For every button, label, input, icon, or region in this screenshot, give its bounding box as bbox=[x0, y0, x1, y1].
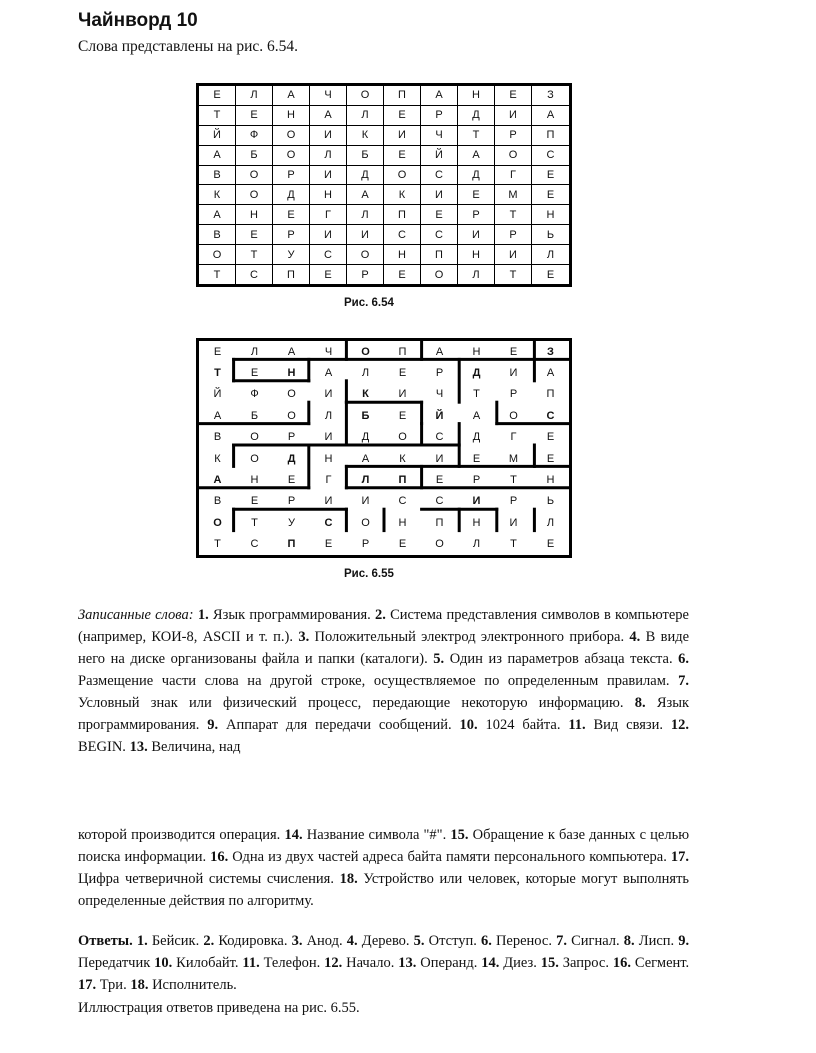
page-title: Чайнворд 10 bbox=[78, 10, 198, 31]
grid1-cell: И bbox=[347, 225, 384, 245]
grid1-cell: Д bbox=[273, 185, 310, 205]
grid1-cell: Е bbox=[310, 265, 347, 284]
answer-number: 4. bbox=[346, 933, 358, 949]
grid2-cell: У bbox=[288, 516, 295, 529]
grid2-cell: Е bbox=[324, 538, 333, 551]
grid1-cell: Л bbox=[236, 86, 273, 106]
grid1-cell: Б bbox=[236, 146, 273, 166]
grid1-cell: Н bbox=[236, 205, 273, 225]
grid2-cell: Н bbox=[546, 474, 555, 487]
grid2-cell: О bbox=[509, 409, 518, 422]
grid2-cell: З bbox=[547, 345, 554, 358]
clue-number: 15. bbox=[450, 827, 469, 843]
grid2-cell: С bbox=[324, 516, 333, 529]
grid2-cell: Л bbox=[361, 367, 370, 380]
answer-text: Начало. bbox=[346, 955, 395, 971]
grid1-cell: Р bbox=[273, 166, 310, 186]
grid1-cell: Т bbox=[236, 245, 273, 265]
grid1-cell: Р bbox=[347, 265, 384, 284]
clues-lead: Записанные слова: bbox=[78, 607, 194, 623]
grid1-cell: О bbox=[236, 166, 273, 186]
grid2-cell: О bbox=[250, 452, 259, 465]
grid1-cell: А bbox=[310, 106, 347, 126]
grid2-cell: Е bbox=[509, 345, 518, 358]
grid2-cell: Ф bbox=[250, 388, 259, 401]
grid2-cell: Р bbox=[509, 495, 518, 508]
grid1-cell: И bbox=[458, 225, 495, 245]
clues-paragraph bbox=[78, 604, 689, 758]
clue-number: 6. bbox=[678, 651, 690, 667]
grid1-cell: Р bbox=[421, 106, 458, 126]
grid1-cell: О bbox=[236, 185, 273, 205]
clue-number: 17. bbox=[670, 849, 690, 865]
grid2-cell: С bbox=[435, 495, 444, 508]
grid2-cell: О bbox=[287, 409, 296, 422]
grid2-cell: И bbox=[361, 495, 370, 508]
clue-number: 8. bbox=[634, 695, 646, 711]
clue-text: Язык программирования. bbox=[212, 607, 371, 623]
grid2-cell: Р bbox=[509, 388, 518, 401]
grid1-cell: Д bbox=[347, 166, 384, 186]
grid1-cell: Е bbox=[421, 205, 458, 225]
answer-number: 14. bbox=[481, 955, 500, 971]
grid1-cell: П bbox=[384, 205, 421, 225]
grid2-cell: Н bbox=[324, 452, 333, 465]
grid2-cell: О bbox=[435, 538, 444, 551]
grid1-cell: И bbox=[384, 126, 421, 146]
grid1-cell: Б bbox=[347, 146, 384, 166]
grid1-cell: И bbox=[421, 185, 458, 205]
grid1-cell: П bbox=[421, 245, 458, 265]
answer-number: 6. bbox=[480, 933, 492, 949]
grid2-cell: О bbox=[361, 345, 370, 358]
grid2-cell: И bbox=[324, 495, 333, 508]
answer-path-walls bbox=[196, 338, 572, 558]
answer-text: Отступ. bbox=[428, 933, 477, 949]
grid1-cell: С bbox=[384, 225, 421, 245]
clue-number: 11. bbox=[568, 717, 586, 733]
clue-text: Условный знак или физический процесс, передающие некоторую информацию. bbox=[78, 695, 624, 711]
answer-number: 12. bbox=[324, 955, 343, 971]
grid1-cell: А bbox=[458, 146, 495, 166]
grid2-cell: Д bbox=[472, 367, 481, 380]
clue-13-continuation: которой производится операция. bbox=[78, 827, 281, 843]
grid2-cell: С bbox=[398, 495, 407, 508]
grid2-cell: Е bbox=[435, 474, 444, 487]
grid1-cell: Г bbox=[495, 166, 532, 186]
answer-number: 9. bbox=[678, 933, 690, 949]
grid1-cell: Д bbox=[458, 166, 495, 186]
grid1-cell: Й bbox=[421, 146, 458, 166]
grid1-cell: Д bbox=[458, 106, 495, 126]
clues-continuation-paragraph bbox=[78, 824, 689, 912]
grid1-cell: Т bbox=[199, 106, 236, 126]
clue-text: Система представления символов в компьютере (например, КОИ-8, ASCII и т. п.). bbox=[78, 607, 689, 645]
grid2-cell: Т bbox=[214, 367, 221, 380]
grid2-cell: К bbox=[362, 388, 369, 401]
grid2-cell: Н bbox=[398, 516, 407, 529]
grid2-cell: С bbox=[250, 538, 259, 551]
grid1-cell: Р bbox=[495, 126, 532, 146]
clue-text: BEGIN. bbox=[78, 739, 126, 755]
grid2-cell: Р bbox=[361, 538, 370, 551]
grid2-cell: П bbox=[435, 516, 444, 529]
figure-caption-6-54: Рис. 6.54 bbox=[344, 297, 394, 309]
grid1-cell: А bbox=[199, 205, 236, 225]
grid1-cell: Л bbox=[347, 106, 384, 126]
grid1-cell: О bbox=[384, 166, 421, 186]
grid1-cell: О bbox=[199, 245, 236, 265]
grid1-cell: Р bbox=[495, 225, 532, 245]
answer-text: Лисп. bbox=[638, 933, 675, 949]
grid1-cell: Е bbox=[384, 265, 421, 284]
grid1-cell: К bbox=[347, 126, 384, 146]
grid2-cell: Л bbox=[472, 538, 481, 551]
grid1-cell: Й bbox=[199, 126, 236, 146]
grid1-cell: И bbox=[495, 245, 532, 265]
grid2-cell: В bbox=[213, 495, 222, 508]
grid2-cell: Ч bbox=[324, 345, 333, 358]
clue-number: 9. bbox=[207, 717, 219, 733]
clue-number: 3. bbox=[298, 629, 310, 645]
answer-number: 15. bbox=[540, 955, 559, 971]
grid2-cell: Е bbox=[250, 367, 259, 380]
clue-number: 14. bbox=[284, 827, 303, 843]
answer-text: Дерево. bbox=[361, 933, 410, 949]
grid2-cell: А bbox=[213, 474, 222, 487]
grid1-cell: А bbox=[532, 106, 569, 126]
grid1-cell: П bbox=[273, 265, 310, 284]
clue-number: 5. bbox=[433, 651, 445, 667]
answer-number: 7. bbox=[556, 933, 567, 949]
grid2-cell: Т bbox=[510, 474, 517, 487]
answer-text: Операнд. bbox=[420, 955, 478, 971]
grid1-cell: Е bbox=[199, 86, 236, 106]
grid2-cell: Г bbox=[510, 431, 517, 444]
answer-number: 10. bbox=[154, 955, 173, 971]
grid2-cell: Н bbox=[250, 474, 259, 487]
answer-text: Сигнал. bbox=[571, 933, 620, 949]
grid2-cell: Т bbox=[251, 516, 258, 529]
grid2-cell: Е bbox=[213, 345, 222, 358]
grid1-cell: Р bbox=[273, 225, 310, 245]
grid1-cell: Е bbox=[236, 225, 273, 245]
grid2-cell: Е bbox=[398, 409, 407, 422]
grid1-cell: К bbox=[384, 185, 421, 205]
clue-text: Язык программирования. bbox=[78, 695, 690, 733]
grid1-cell: Т bbox=[495, 205, 532, 225]
grid1-cell: Р bbox=[458, 205, 495, 225]
grid1-cell: Н bbox=[310, 185, 347, 205]
grid2-cell: Л bbox=[250, 345, 259, 358]
grid1-cell: Л bbox=[347, 205, 384, 225]
grid1-cell: Л bbox=[458, 265, 495, 284]
grid2-cell: Е bbox=[250, 495, 259, 508]
grid1-cell: О bbox=[421, 265, 458, 284]
grid2-cell: Е bbox=[546, 538, 555, 551]
answers-lead: Ответы. bbox=[78, 933, 133, 949]
clue-number: 16. bbox=[210, 849, 229, 865]
grid2-cell: Е bbox=[472, 452, 481, 465]
grid1-cell: Т bbox=[458, 126, 495, 146]
answer-text: Кодировка. bbox=[218, 933, 288, 949]
clue-number: 4. bbox=[629, 629, 641, 645]
grid1-cell: С bbox=[532, 146, 569, 166]
grid2-cell: А bbox=[546, 367, 555, 380]
grid1-cell: З bbox=[532, 86, 569, 106]
grid1-cell: О bbox=[347, 245, 384, 265]
grid2-cell: Е bbox=[398, 367, 407, 380]
grid2-cell: Б bbox=[361, 409, 370, 422]
grid2-cell: Е bbox=[546, 431, 555, 444]
grid2-cell: О bbox=[361, 516, 370, 529]
grid2-cell: А bbox=[472, 409, 481, 422]
grid2-cell: Е bbox=[398, 538, 407, 551]
clue-text: Положительный электрод электронного прибора. bbox=[314, 629, 625, 645]
grid1-cell: Н bbox=[384, 245, 421, 265]
grid2-cell: А bbox=[213, 409, 222, 422]
grid2-cell: И bbox=[324, 431, 333, 444]
grid1-cell: Г bbox=[310, 205, 347, 225]
grid2-cell: П bbox=[287, 538, 296, 551]
grid2-cell: Н bbox=[287, 367, 296, 380]
clue-text: Вид связи. bbox=[593, 717, 664, 733]
grid1-cell: И bbox=[310, 225, 347, 245]
grid1-cell: О bbox=[347, 86, 384, 106]
grid1-cell: Ч bbox=[421, 126, 458, 146]
answer-text: Телефон. bbox=[263, 955, 321, 971]
answer-number: 17. bbox=[78, 977, 97, 993]
grid2-cell: Р bbox=[472, 474, 481, 487]
clue-text: В виде него на диске организованы файла и папки (каталоги). bbox=[78, 629, 690, 667]
grid1-cell: Е bbox=[236, 106, 273, 126]
grid1-cell: П bbox=[532, 126, 569, 146]
grid1-cell: Н bbox=[458, 86, 495, 106]
intro-text: Слова представлены на рис. 6.54. bbox=[78, 38, 299, 55]
answer-text: Килобайт. bbox=[176, 955, 239, 971]
clue-number: 2. bbox=[374, 607, 386, 623]
grid2-cell: Д bbox=[472, 431, 481, 444]
grid1-cell: Е bbox=[546, 268, 555, 281]
grid2-cell: К bbox=[399, 452, 406, 465]
answer-number: 8. bbox=[623, 933, 635, 949]
answer-text: Три. bbox=[99, 977, 127, 993]
grid2-cell: С bbox=[435, 431, 444, 444]
grid2-cell: А bbox=[435, 345, 444, 358]
grid1-cell: И bbox=[310, 166, 347, 186]
grid1-cell: И bbox=[495, 106, 532, 126]
grid2-cell: И bbox=[509, 516, 518, 529]
grid1-cell: Н bbox=[273, 106, 310, 126]
grid2-cell: А bbox=[287, 345, 296, 358]
grid1-cell: Н bbox=[532, 205, 569, 225]
answer-number: 2. bbox=[203, 933, 215, 949]
grid2-cell: О bbox=[213, 516, 222, 529]
answer-text: Анод. bbox=[306, 933, 343, 949]
clue-text: Устройство или человек, которые могут выполнять определенные действия по алгоритму. bbox=[78, 871, 690, 909]
grid1-cell: У bbox=[273, 245, 310, 265]
grid1-cell: А bbox=[347, 185, 384, 205]
grid1-cell: О bbox=[273, 126, 310, 146]
grid2-cell: К bbox=[214, 452, 221, 465]
grid2-cell: Е bbox=[287, 474, 296, 487]
answer-text: Исполнитель. bbox=[152, 977, 237, 993]
grid1-cell: С bbox=[310, 245, 347, 265]
clue-text: Обращение к базе данных с целью поиска информации. bbox=[78, 827, 690, 865]
grid2-cell: И bbox=[472, 495, 481, 508]
grid2-cell: М bbox=[508, 452, 519, 465]
answer-number: 18. bbox=[130, 977, 149, 993]
clue-text: Одна из двух частей адреса байта памяти персонального компьютера. bbox=[232, 849, 667, 865]
grid1-cell: Ч bbox=[310, 86, 347, 106]
grid2-cell: Н bbox=[472, 516, 481, 529]
clue-text: Аппарат для передачи сообщений. bbox=[225, 717, 452, 733]
grid1-cell: А bbox=[421, 86, 458, 106]
closing-text: Иллюстрация ответов приведена на рис. 6.55. bbox=[78, 1000, 360, 1016]
grid1-cell: П bbox=[384, 86, 421, 106]
answers-paragraph bbox=[78, 930, 689, 996]
grid2-cell: Н bbox=[472, 345, 481, 358]
grid1-cell: С bbox=[421, 166, 458, 186]
clue-number: 13. bbox=[129, 739, 148, 755]
answer-text: Перенос. bbox=[495, 933, 552, 949]
grid2-cell: О bbox=[398, 431, 407, 444]
answer-text: Диез. bbox=[503, 955, 537, 971]
clue-number: 1. bbox=[197, 607, 209, 623]
grid2-cell: И bbox=[324, 388, 333, 401]
grid2-cell: Л bbox=[546, 516, 555, 529]
answer-text: Сегмент. bbox=[634, 955, 690, 971]
grid2-cell: Д bbox=[361, 431, 370, 444]
answer-number: 11. bbox=[242, 955, 260, 971]
grid2-cell: С bbox=[546, 409, 555, 422]
grid2-cell: Г bbox=[325, 474, 332, 487]
grid2-cell: Б bbox=[250, 409, 259, 422]
grid1-cell: Е bbox=[384, 146, 421, 166]
grid1-cell: А bbox=[199, 146, 236, 166]
grid2-cell: А bbox=[361, 452, 370, 465]
grid2-cell: П bbox=[398, 474, 407, 487]
clue-number: 7. bbox=[678, 673, 689, 689]
grid2-cell: Р bbox=[287, 495, 296, 508]
grid2-cell: Р bbox=[435, 367, 444, 380]
grid1-cell: И bbox=[310, 126, 347, 146]
grid2-cell: Ч bbox=[435, 388, 444, 401]
grid1-cell: В bbox=[199, 225, 236, 245]
grid2-cell: Т bbox=[473, 388, 480, 401]
grid2-cell: И bbox=[509, 367, 518, 380]
grid1-cell: Ф bbox=[236, 126, 273, 146]
answer-text: Передатчик bbox=[78, 955, 151, 971]
grid1-cell: Л bbox=[310, 146, 347, 166]
clue-text: Название символа "#". bbox=[306, 827, 447, 843]
grid1-cell: Т bbox=[199, 265, 236, 284]
grid1-cell: В bbox=[199, 166, 236, 186]
figure-caption-6-55: Рис. 6.55 bbox=[344, 568, 394, 580]
clue-number: 12. bbox=[670, 717, 689, 733]
grid1-cell: М bbox=[495, 185, 532, 205]
grid2-cell: П bbox=[398, 345, 407, 358]
clue-text: Цифра четверичной системы счисления. bbox=[78, 871, 334, 887]
grid1-cell: Е bbox=[458, 185, 495, 205]
clue-text: Размещение части слова на другой строке, осуществляемое по определенным правилам. bbox=[78, 673, 670, 689]
chainword-grid-figure-6-54 bbox=[196, 83, 572, 287]
grid1-cell: С bbox=[421, 225, 458, 245]
grid2-cell: И bbox=[398, 388, 407, 401]
grid2-cell: Е bbox=[546, 452, 555, 465]
grid1-cell: Ь bbox=[532, 225, 569, 245]
grid2-cell: А bbox=[324, 367, 333, 380]
clue-text: 1024 байта. bbox=[485, 717, 561, 733]
grid1-cell: Е bbox=[273, 205, 310, 225]
grid2-cell: Л bbox=[361, 474, 370, 487]
grid2-cell: П bbox=[546, 388, 555, 401]
grid1-cell: Е bbox=[495, 86, 532, 106]
grid2-cell: Р bbox=[287, 431, 296, 444]
answer-number: 1. bbox=[136, 933, 148, 949]
grid2-cell: Й bbox=[213, 388, 222, 401]
grid2-cell: Ь bbox=[546, 495, 555, 508]
answer-number: 13. bbox=[398, 955, 417, 971]
grid2-cell: И bbox=[435, 452, 444, 465]
grid2-cell: О bbox=[287, 388, 296, 401]
grid2-cell: В bbox=[213, 431, 222, 444]
grid1-cell: С bbox=[236, 265, 273, 284]
grid1-cell: Н bbox=[458, 245, 495, 265]
grid1-cell: А bbox=[273, 86, 310, 106]
grid1-cell: Л bbox=[532, 245, 569, 265]
grid2-cell: Т bbox=[214, 538, 221, 551]
clue-text: Один из параметров абзаца текста. bbox=[449, 651, 673, 667]
grid1-cell: О bbox=[273, 146, 310, 166]
grid2-cell: Д bbox=[287, 452, 296, 465]
answer-text: Бейсик. bbox=[151, 933, 200, 949]
answer-number: 5. bbox=[413, 933, 425, 949]
grid2-cell: Й bbox=[435, 409, 444, 422]
grid1-cell: Е bbox=[532, 185, 569, 205]
grid2-cell: О bbox=[250, 431, 259, 444]
grid1-cell: Е bbox=[384, 106, 421, 126]
answer-text: Запрос. bbox=[562, 955, 609, 971]
grid1-cell: О bbox=[495, 146, 532, 166]
clue-number: 10. bbox=[459, 717, 478, 733]
grid1-cell: Е bbox=[532, 166, 569, 186]
answer-number: 16. bbox=[612, 955, 631, 971]
clue-number: 18. bbox=[339, 871, 358, 887]
grid2-cell: Т bbox=[510, 538, 517, 551]
answer-number: 3. bbox=[291, 933, 303, 949]
grid1-cell: К bbox=[199, 185, 236, 205]
grid1-cell: Т bbox=[495, 265, 532, 284]
grid2-cell: Л bbox=[324, 409, 333, 422]
clue-text: Величина, над bbox=[151, 739, 241, 755]
